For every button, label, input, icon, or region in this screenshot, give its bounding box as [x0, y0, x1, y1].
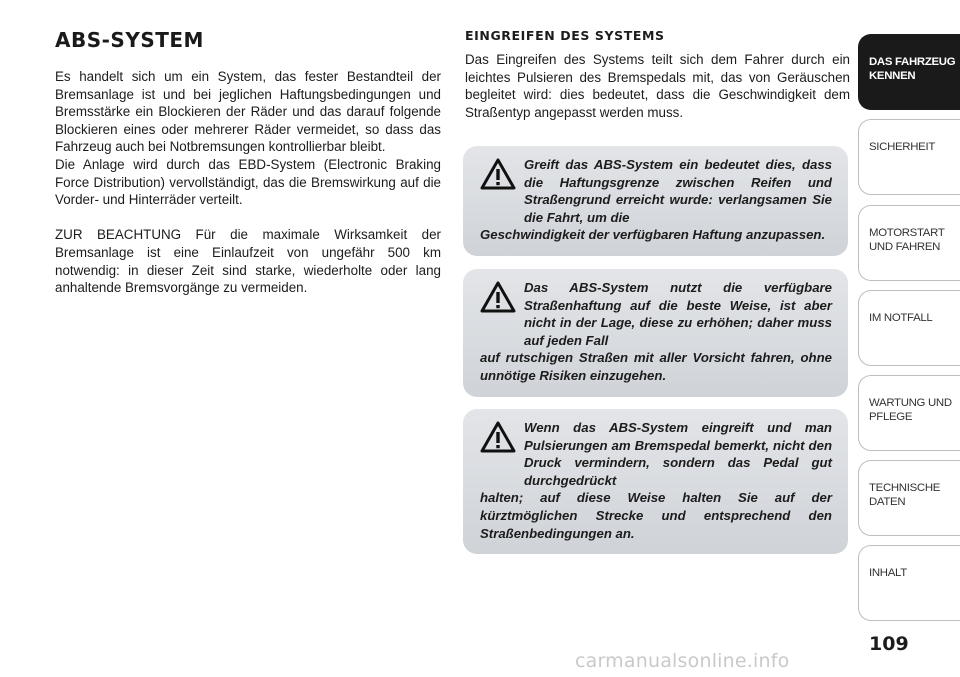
chapter-tabs: [858, 0, 960, 620]
paragraph-ebd: Die Anlage wird durch das EBD-System (Electronic Braking Force Distribution) vervollständigt, das die Bremswirkung auf die Vorder- und Hinterräder verteilt.: [55, 156, 441, 208]
paragraph-note: ZUR BEACHTUNG Für die maximale Wirksamkeit der Bremsanlage ist eine Einlaufzeit von ungefähr 500 km notwendig: in dieser Zeit sind starke, wiederholte oder lang anhaltende Bremsvorgänge zu vermeiden.: [55, 227, 441, 296]
section-body: Das Eingreifen des Systems teilt sich dem Fahrer durch ein leichtes Pulsieren des Bremspedals mit, das von Geräuschen begleitet wird: dies bedeutet, dass die Geschwindigkeit dem Straßentyp angepasst werden muss.: [465, 52, 850, 120]
warning-triangle-icon: [480, 279, 524, 349]
tab-label: TECHNISCHE DATEN: [869, 482, 941, 508]
warning-text-lead: Wenn das ABS-System eingreift und man Pulsierungen am Bremspedal bemerkt, nicht den Druck vermindern, sondern das Pedal gut durchgedrückt: [524, 420, 832, 488]
page-number: 109: [869, 633, 909, 655]
warning-text-lead: Greift das ABS-System ein bedeutet dies, dass die Haftungsgrenze zwischen Reifen und Straßengrund erreicht wurde: verlangsamen Sie die Fahrt, um die: [524, 157, 832, 225]
tab-das-fahrzeug-kennen[interactable]: [858, 34, 960, 110]
watermark: carmanualsonline.info: [575, 650, 790, 672]
tab-label: DAS FAHRZEUG KENNEN: [869, 56, 956, 82]
warning-triangle-icon: [480, 419, 524, 489]
tab-label: IM NOTFALL: [869, 312, 933, 324]
warning-box-2: [463, 269, 848, 397]
paragraph-intro: Es handelt sich um ein System, das fester Bestandteil der Bremsanlage ist und bei jeglichen Haftungsbedingungen und Bremsstärke ein Blockieren der Räder und das darauf folgende Blockieren eines oder mehrerer Räder vermeidet, so dass das Fahrzeug auch bei Notbremsungen kontrollierbar bleibt.: [55, 69, 441, 155]
warning-box-3: [463, 409, 848, 554]
tab-label: MOTORSTART UND FAHREN: [869, 227, 945, 253]
page-title: ABS-SYSTEM: [55, 28, 204, 52]
tab-technische-daten[interactable]: [858, 460, 960, 536]
warning-text-tail: Geschwindigkeit der verfügbaren Haftung anzupassen.: [480, 227, 826, 243]
tab-motorstart-und-fahren[interactable]: [858, 205, 960, 281]
warning-text-lead: Das ABS-System nutzt die verfügbare Straßenhaftung auf die beste Weise, ist aber nicht in der Lage, diese zu erhöhen; daher muss auf jeden Fall: [524, 280, 832, 348]
tab-label: SICHERHEIT: [869, 141, 935, 153]
left-column: [55, 68, 441, 314]
tab-sicherheit[interactable]: [858, 119, 960, 195]
tab-label: WARTUNG UND PFLEGE: [869, 397, 952, 423]
warning-text-tail: auf rutschigen Straßen mit aller Vorsicht fahren, ohne unnötige Risiken einzugehen.: [480, 350, 832, 383]
tab-inhalt[interactable]: [858, 545, 960, 621]
tab-wartung-und-pflege[interactable]: [858, 375, 960, 451]
tab-im-notfall[interactable]: [858, 290, 960, 366]
warning-text-tail: halten; auf diese Weise halten Sie auf der kürztmöglichen Strecke und entsprechend den Straßenbedingungen an.: [480, 490, 832, 541]
warning-box-1: [463, 146, 848, 256]
warning-triangle-icon: [480, 156, 524, 226]
tab-label: INHALT: [869, 567, 907, 579]
section-title: EINGREIFEN DES SYSTEMS: [465, 28, 665, 43]
